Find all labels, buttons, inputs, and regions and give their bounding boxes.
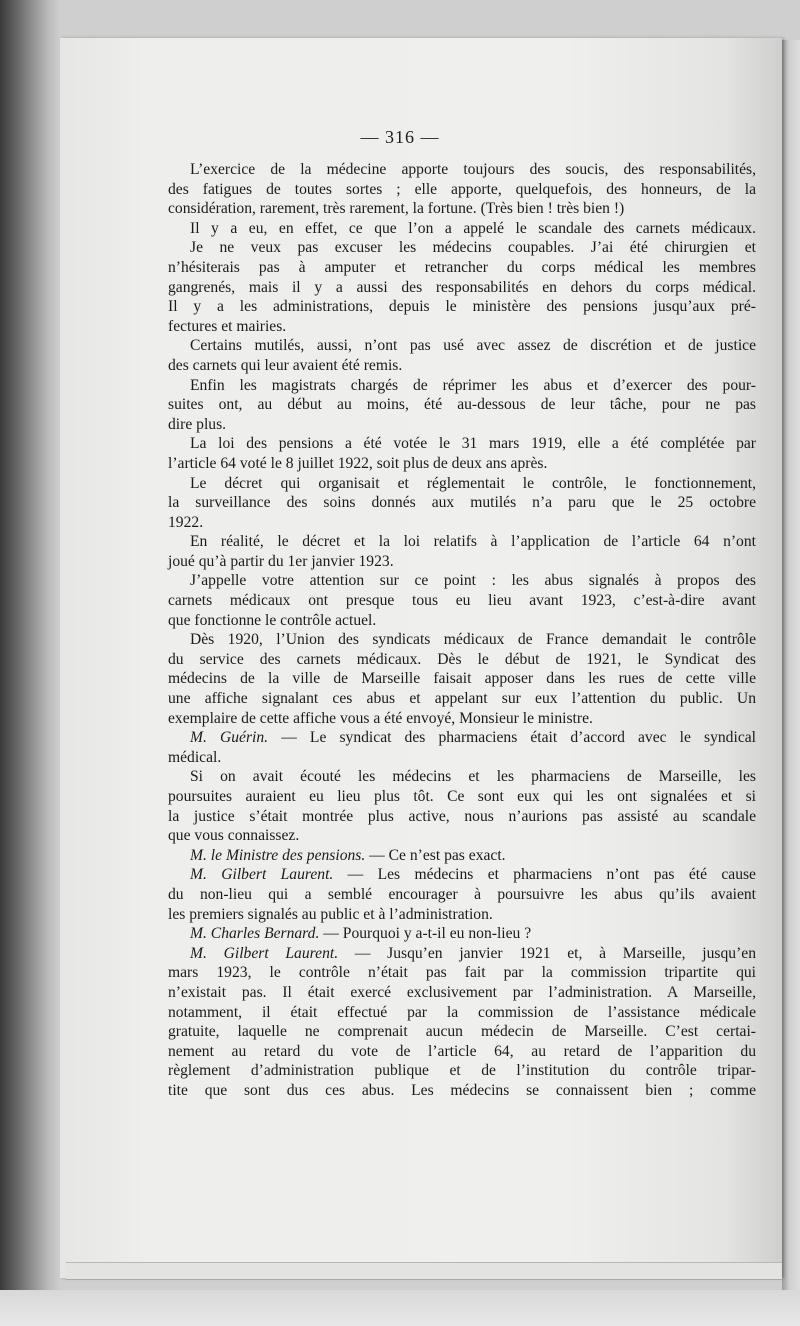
line-text: considération, rarement, très rarement, la fortune. (Très bien ! très bien !) bbox=[168, 200, 625, 218]
page-stack-edge bbox=[66, 1262, 782, 1280]
text-line bbox=[168, 1061, 756, 1081]
line-text: — Ce n’est pas exact. bbox=[365, 846, 506, 864]
text-line bbox=[168, 728, 756, 748]
line-text: exemplaire de cette affiche vous a été envoyé, Monsieur le ministre. bbox=[168, 709, 593, 727]
line-text: dire plus. bbox=[168, 415, 227, 433]
line-text: Enfin les magistrats chargés de réprimer les abus et d’exercer des pour- bbox=[190, 376, 756, 394]
text-line bbox=[168, 1003, 756, 1023]
line-text: joué qu’à partir du 1er janvier 1923. bbox=[168, 552, 394, 570]
line-text: Il y a eu, en effet, ce que l’on a appelé le scandale des carnets médicaux. bbox=[190, 219, 756, 237]
line-text: règlement d’administration publique et de l’institution du contrôle tripar- bbox=[168, 1062, 756, 1080]
line-text: J’appelle votre attention sur ce point : les abus signalés à propos des bbox=[190, 572, 756, 590]
line-text: Le décret qui organisait et réglementait le contrôle, le fonctionnement, bbox=[190, 474, 756, 492]
text-line bbox=[168, 238, 756, 258]
text-line bbox=[168, 454, 756, 474]
text-line bbox=[168, 180, 756, 200]
line-text: que fonctionne le contrôle actuel. bbox=[168, 611, 377, 629]
text-line bbox=[168, 395, 756, 415]
line-text: des carnets qui leur avaient été remis. bbox=[168, 356, 403, 374]
line-text: — Les médecins et pharmaciens n’ont pas été cause bbox=[333, 866, 756, 884]
body-text bbox=[168, 160, 756, 1101]
text-line bbox=[168, 571, 756, 591]
line-text: n’hésiterais pas à amputer et retrancher du corps médical les membres bbox=[168, 258, 756, 276]
line-text: — Pourquoi y a-t-il eu non-lieu ? bbox=[319, 925, 532, 943]
line-text: Certains mutilés, aussi, n’ont pas usé avec assez de discrétion et de justice bbox=[190, 337, 756, 355]
line-text: 1922. bbox=[168, 513, 204, 531]
text-line bbox=[168, 552, 756, 572]
text-line bbox=[168, 513, 756, 533]
text-line bbox=[168, 532, 756, 552]
adjacent-page-edge bbox=[782, 40, 800, 1290]
scanner-bed bbox=[0, 1290, 800, 1326]
line-text: notamment, il était effectué par la commission de l’assistance médicale bbox=[168, 1003, 756, 1021]
line-text: que vous connaissez. bbox=[168, 827, 300, 845]
line-text: suites ont, au début au moins, été au-dessous de leur tâche, pour ne pas bbox=[168, 396, 756, 414]
line-text: médical. bbox=[168, 748, 222, 766]
text-line bbox=[168, 885, 756, 905]
text-line bbox=[168, 748, 756, 768]
page-number: — 316 — bbox=[360, 127, 440, 147]
line-text: La loi des pensions a été votée le 31 mars 1919, elle a été complétée par bbox=[190, 435, 756, 453]
line-text: Il y a les administrations, depuis le ministère des pensions jusqu’aux pré- bbox=[168, 298, 756, 316]
text-line bbox=[168, 199, 756, 219]
line-text: Je ne veux pas excuser les médecins coupables. J’ai été chirurgien et bbox=[190, 239, 756, 257]
text-line bbox=[168, 865, 756, 885]
line-text: — Jusqu’en janvier 1921 et, à Marseille, jusqu’en bbox=[338, 944, 757, 962]
text-line bbox=[168, 591, 756, 611]
line-text: carnets médicaux ont presque tous eu lieu avant 1923, c’est-à-dire avant bbox=[168, 592, 756, 610]
text-line bbox=[168, 160, 756, 180]
text-line bbox=[168, 1022, 756, 1042]
text-line bbox=[168, 317, 756, 337]
text-line bbox=[168, 219, 756, 239]
text-line bbox=[168, 983, 756, 1003]
text-line bbox=[168, 1042, 756, 1062]
text-line bbox=[168, 336, 756, 356]
line-text: l’article 64 voté le 8 juillet 1922, soit plus de deux ans après. bbox=[168, 454, 548, 472]
text-line bbox=[168, 650, 756, 670]
text-line bbox=[168, 709, 756, 729]
text-line bbox=[168, 924, 756, 944]
text-line bbox=[168, 258, 756, 278]
line-text: la justice s’était montrée plus active, nous n’aurions pas assisté au scandale bbox=[168, 807, 756, 825]
line-text: fectures et mairies. bbox=[168, 317, 287, 335]
text-line bbox=[168, 689, 756, 709]
text-line bbox=[168, 826, 756, 846]
speaker-name: M. Gilbert Laurent. bbox=[190, 866, 334, 884]
text-line bbox=[168, 905, 756, 925]
line-text: une affiche signalant ces abus et appelant sur eux l’attention du public. Un bbox=[168, 690, 756, 708]
line-text: Si on avait écouté les médecins et les pharmaciens de Marseille, les bbox=[190, 768, 756, 786]
line-text: médecins de la ville de Marseille faisait apposer dans les rues de cette ville bbox=[168, 670, 756, 688]
text-line bbox=[168, 630, 756, 650]
text-line bbox=[168, 963, 756, 983]
text-line bbox=[168, 415, 756, 435]
line-text: du non-lieu qui a semblé encourager à poursuivre les abus qu’ils avaient bbox=[168, 885, 756, 903]
line-text: En réalité, le décret et la loi relatifs à l’application de l’article 64 n’ont bbox=[190, 533, 756, 551]
speaker-name: M. le Ministre des pensions. bbox=[190, 846, 366, 864]
line-text: nement au retard du vote de l’article 64, au retard de l’apparition du bbox=[168, 1042, 756, 1060]
text-line bbox=[168, 611, 756, 631]
text-line bbox=[168, 807, 756, 827]
line-text: du service des carnets médicaux. Dès le début de 1921, le Syndicat des bbox=[168, 650, 756, 668]
text-line bbox=[168, 356, 756, 376]
line-text: la surveillance des soins donnés aux mutilés n’a paru que le 25 octobre bbox=[168, 494, 756, 512]
text-line bbox=[168, 474, 756, 494]
line-text: les premiers signalés au public et à l’administration. bbox=[168, 905, 493, 923]
line-text: n’existait pas. Il était exercé exclusivement par l’administration. A Marseille, bbox=[168, 983, 756, 1001]
text-line bbox=[168, 434, 756, 454]
line-text: poursuites auraient eu lieu plus tôt. Ce sont eux qui les ont signalées et si bbox=[168, 788, 756, 805]
text-line bbox=[168, 944, 756, 964]
text-line bbox=[168, 493, 756, 513]
line-text: gratuite, laquelle ne comprenait aucun médecin de Marseille. C’est certai- bbox=[168, 1023, 756, 1041]
text-line bbox=[168, 297, 756, 317]
text-line bbox=[168, 767, 756, 787]
line-text: mars 1923, le contrôle n’était pas fait par la commission tripartite qui bbox=[168, 964, 756, 982]
text-line bbox=[168, 669, 756, 689]
speaker-name: M. Charles Bernard. bbox=[190, 925, 320, 943]
line-text: tite que sont dus ces abus. Les médecins se connaissent bien ; comme bbox=[168, 1081, 756, 1099]
speaker-name: M. Guérin. bbox=[190, 729, 269, 747]
text-line bbox=[168, 278, 756, 298]
line-text: des fatigues de toutes sortes ; elle apporte, quelquefois, des honneurs, de la bbox=[168, 180, 756, 198]
text-line bbox=[168, 846, 756, 866]
line-text: L’exercice de la médecine apporte toujours des soucis, des responsabilités, bbox=[190, 161, 756, 178]
speaker-name: M. Gilbert Laurent. bbox=[190, 944, 339, 962]
line-text: Dès 1920, l’Union des syndicats médicaux de France demandait le contrôle bbox=[190, 631, 756, 649]
text-line bbox=[168, 787, 756, 807]
text-line bbox=[168, 376, 756, 396]
line-text: — Le syndicat des pharmaciens était d’accord avec le syndical bbox=[268, 729, 756, 747]
text-line bbox=[168, 1081, 756, 1101]
line-text: gangrenés, mais il y a aussi des responsabilités en dehors du corps médical. bbox=[168, 278, 756, 296]
